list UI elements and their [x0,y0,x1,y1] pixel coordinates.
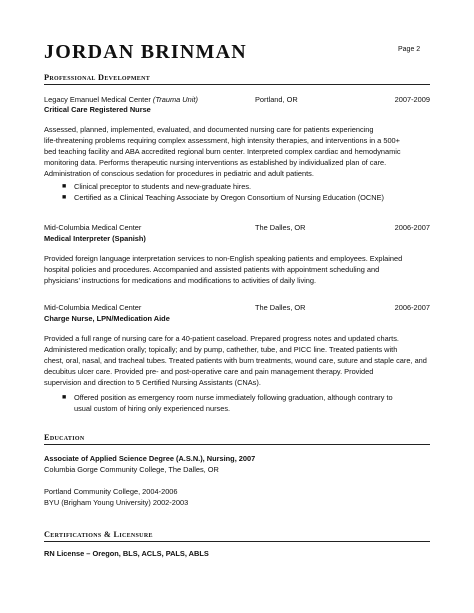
bullet-text: usual custom of hiring only experienced nurses. [74,404,231,413]
description-line: supervision and direction to 5 Certified Nursing Assistants (CNAs). [44,378,261,387]
certification-list: RN License – Oregon, BLS, ACLS, PALS, ABLS [44,549,209,558]
candidate-name: JORDAN BRINMAN [44,41,247,63]
description-line: Provided foreign language interpretation services to non-English speaking patients and employees. Explained [44,254,403,263]
bullet-icon: ■ [62,194,67,201]
description-line: decubitus ulcer care. Provided pre- and post-operative care and pain management therapy. Provided [44,367,374,376]
job-dates: 2006-2007 [394,303,430,312]
job-bullets [62,181,432,203]
education-school: Columbia Gorge Community College, The Dalles, OR [44,465,219,474]
job-employer: Mid-Columbia Medical Center [44,223,142,232]
description-line: monitoring data. Performs therapeutic nursing interventions as established by individualized plan of care. [44,158,387,167]
bullet-item [62,392,432,414]
description-line: hospital policies and procedures. Accompanied and assisted patients with appointment scheduling and [44,265,380,274]
job-title: Charge Nurse, LPN/Medication Aide [44,314,170,323]
bullet-icon: ■ [62,394,67,401]
job-header-row [44,302,430,313]
bullet-text: Certified as a Clinical Teaching Associate by Oregon Consortium of Nursing Education (OCNE) [74,193,385,202]
bullet-item [62,192,432,203]
bullet-text: Offered position as emergency room nurse immediately following graduation, although contrary to [74,393,393,402]
job-description [44,124,432,179]
bullet-icon: ■ [62,183,67,190]
job-location: The Dalles, OR [255,223,306,232]
education-school: BYU (Brigham Young University) 2002-2003 [44,498,189,507]
description-line: physicians’ instructions for medications and modifications to activities of daily living. [44,276,317,285]
bullet-item [62,181,432,192]
description-line: chest, oral, nasal, and tracheal tubes. Treated patients with burn treatments, wound care, suture and staple care, and [44,356,427,365]
job-bullets [62,392,432,414]
description-line: Assessed, planned, implemented, evaluated, and documented nursing care for patients experiencing [44,125,374,134]
section-heading-professional-development: Professional Development [44,72,430,85]
page-number: Page 2 [398,46,421,53]
job-description [44,333,432,388]
job-header-row [44,222,430,233]
education-degree: Associate of Applied Science Degree (A.S.N.), Nursing, 2007 [44,454,256,463]
employer-name: Legacy Emanuel Medical Center [44,95,151,104]
bullet-text: Clinical preceptor to students and new-graduate hires. [74,182,252,191]
description-line: bed teaching facility and ABA accredited regional burn center. Interpreted complex cardiac and hemodynamic [44,147,401,156]
job-employer: Mid-Columbia Medical Center [44,303,142,312]
education-school: Portland Community College, 2004-2006 [44,487,178,496]
section-heading-certifications: Certifications & Licensure [44,529,430,542]
job-dates: 2007-2009 [394,95,430,104]
section-heading-education: Education [44,432,430,445]
job-location: Portland, OR [255,95,298,104]
description-line: life-threatening problems requiring complex assessment, high intensity therapies, and interventions in a 500+ [44,136,400,145]
description-line: Administered medication orally; topically; and by pump, cathether, tube, and PICC line. Treated patients with [44,345,398,354]
employer-unit: (Trauma Unit) [152,95,198,104]
job-title: Medical Interpreter (Spanish) [44,234,146,243]
description-line: Provided a full range of nursing care for a 40-patient caseload. Prepared progress notes and updated charts. [44,334,399,343]
job-title: Critical Care Registered Nurse [44,105,151,114]
description-line: Administration of conscious sedation for procedures in pediatric and adult patients. [44,169,314,178]
job-location: The Dalles, OR [255,303,306,312]
job-description [44,253,432,286]
job-dates: 2006-2007 [394,223,430,232]
